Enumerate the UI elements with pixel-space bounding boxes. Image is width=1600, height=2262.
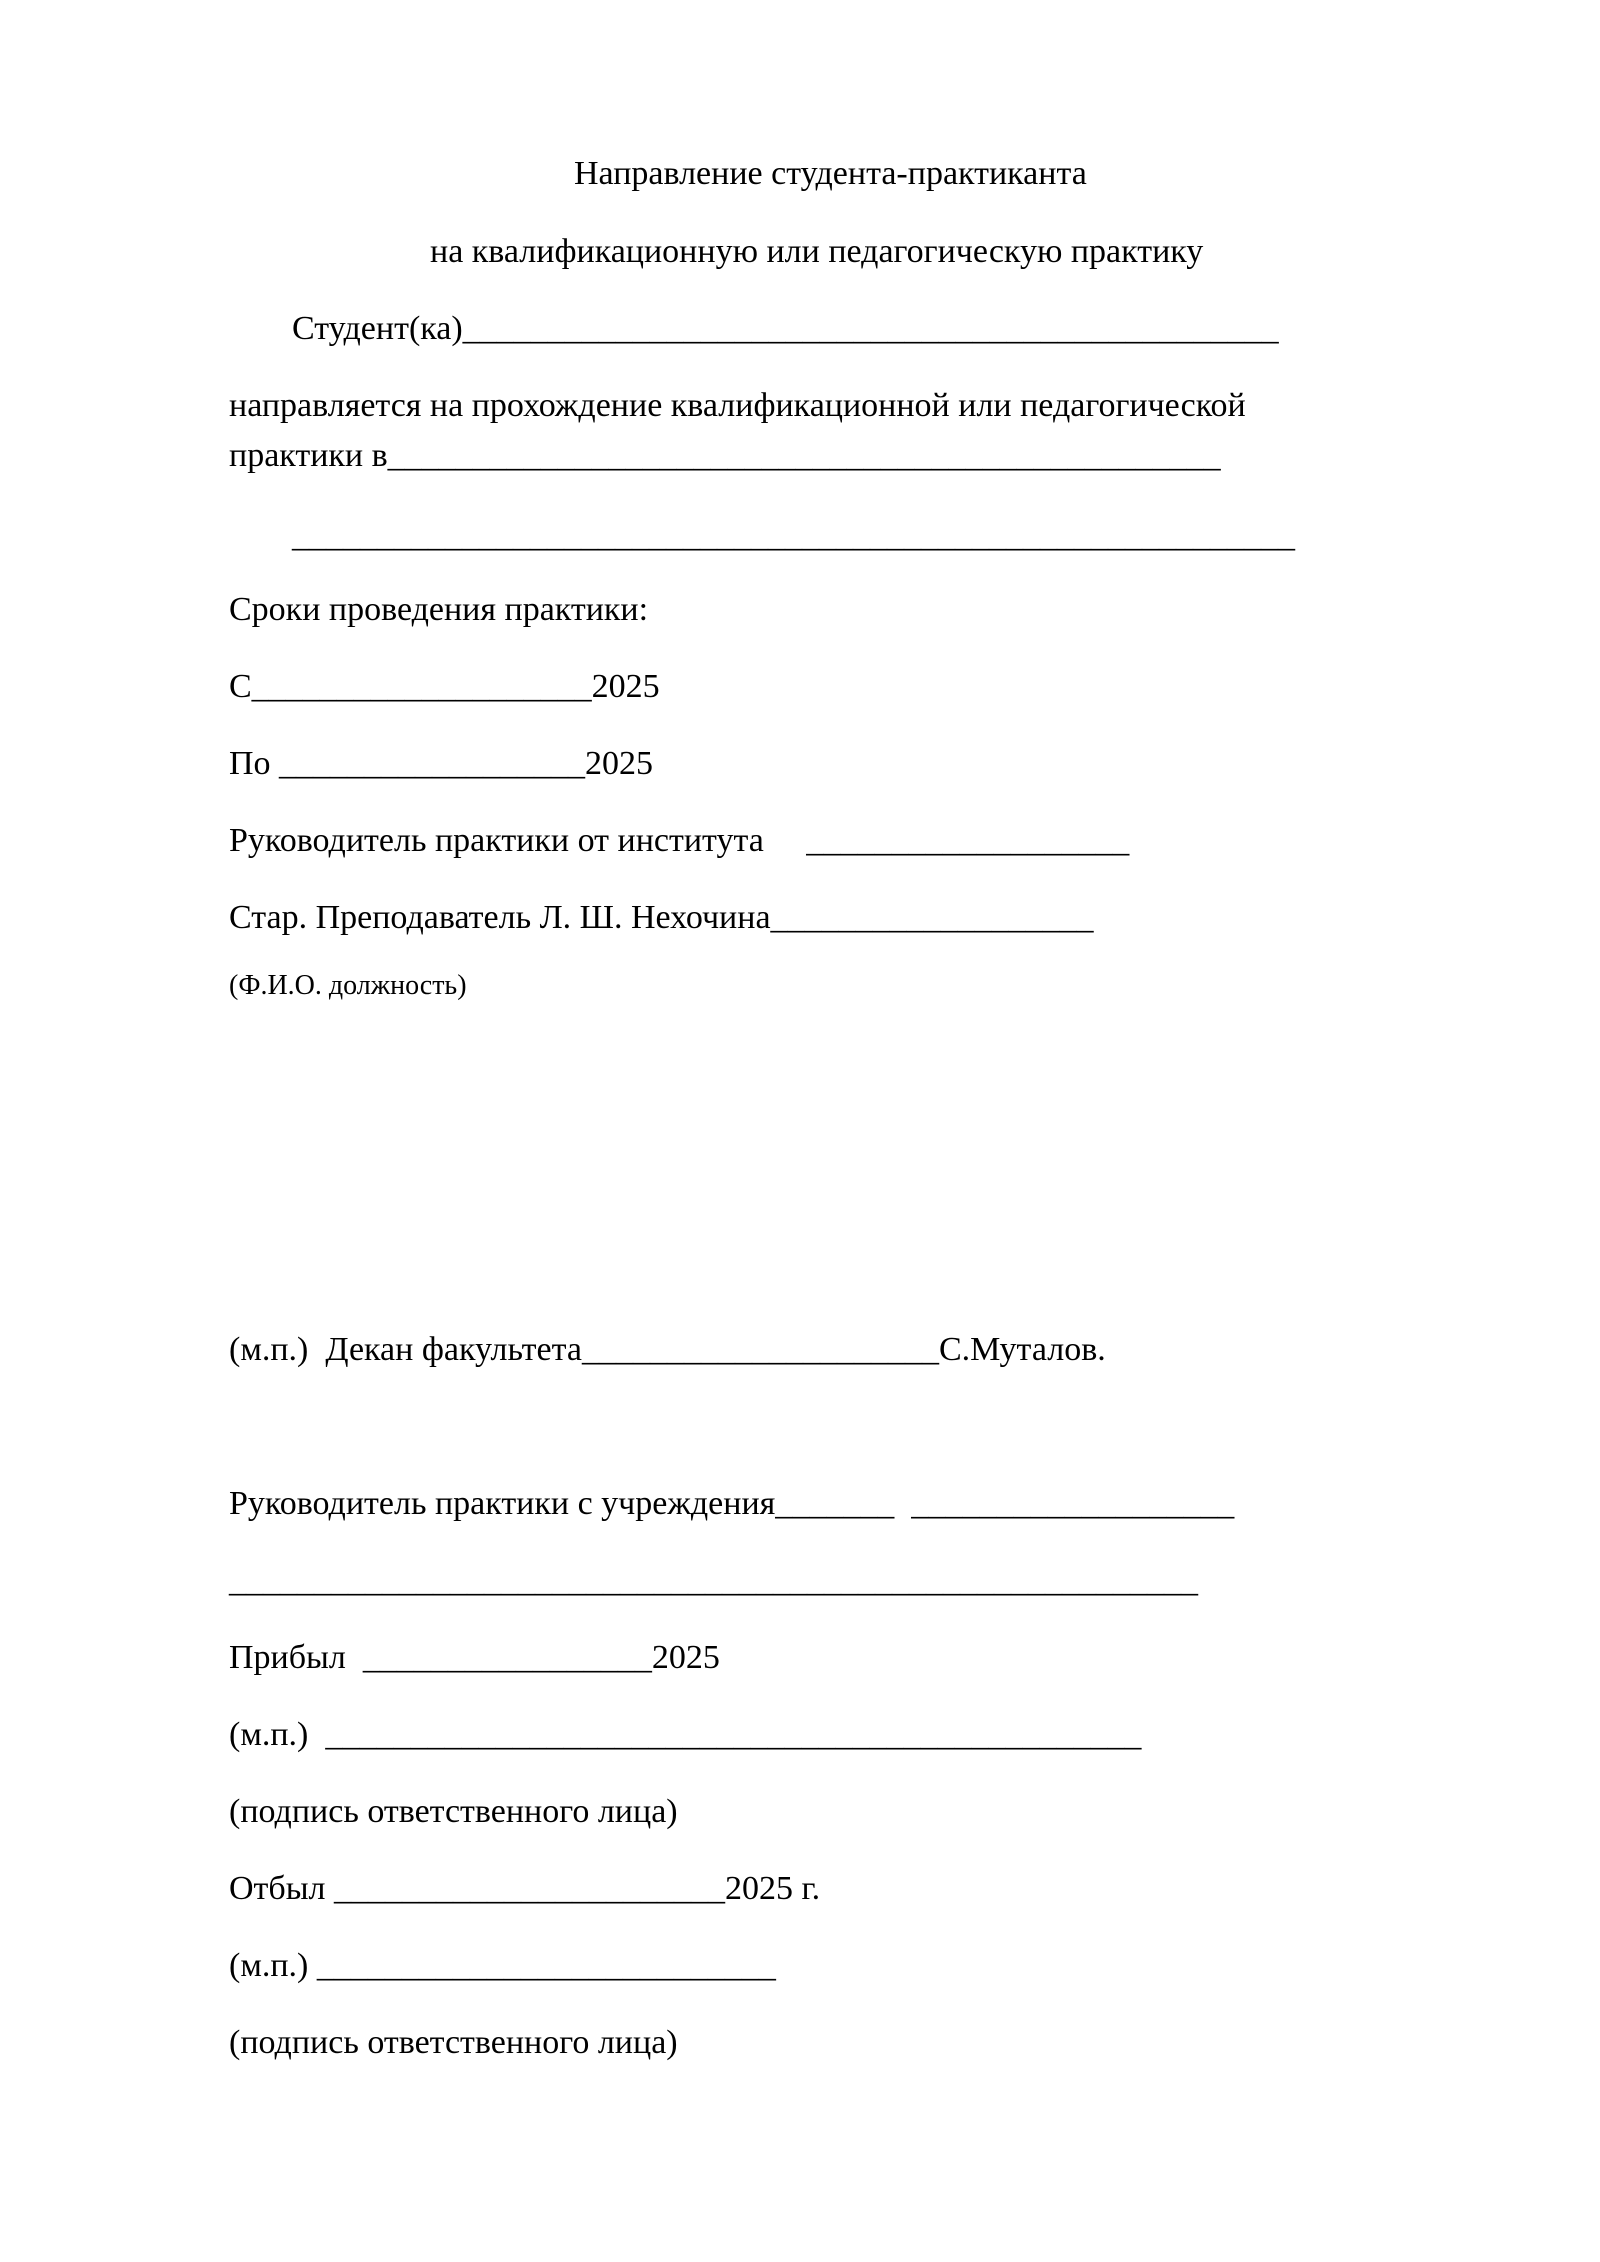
direction-line-1: направляется на прохождение квалификационной или педагогической xyxy=(229,387,1246,424)
to-date-line: По __________________2025 xyxy=(229,745,654,782)
supervisor-institute-line: Руководитель практики от института ___________________ xyxy=(229,822,1130,859)
direction-line-2: практики в_________________________________________________ xyxy=(229,437,1221,474)
signature-caption-1: (подпись ответственного лица) xyxy=(229,1793,678,1830)
title-line-1: Направление студента-практиканта xyxy=(574,155,1087,192)
dean-line: (м.п.) Декан факультета_____________________С.Муталов. xyxy=(229,1331,1106,1368)
from-date-line: С____________________2025 xyxy=(229,668,660,705)
place-line-2: ___________________________________________________________ xyxy=(292,517,1295,554)
period-label: Сроки проведения практики: xyxy=(229,591,649,628)
blank-line: _________________________________________________________ xyxy=(229,1562,1198,1599)
title-line-2: на квалификационную или педагогическую практику xyxy=(430,233,1204,270)
fio-caption: (Ф.И.О. должность) xyxy=(229,970,467,1001)
supervisor-organization-line: Руководитель практики с учреждения_______ ___________________ xyxy=(229,1485,1235,1522)
stamp-line-1: (м.п.) ________________________________________________ xyxy=(229,1716,1142,1753)
supervisor-name-line: Стар. Преподаватель Л. Ш. Нехочина___________________ xyxy=(229,899,1094,936)
student-line: Студент(ка)________________________________________________ xyxy=(292,310,1279,347)
signature-caption-2: (подпись ответственного лица) xyxy=(229,2024,678,2061)
stamp-line-2: (м.п.) ___________________________ xyxy=(229,1947,776,1984)
arrived-line: Прибыл _________________2025 xyxy=(229,1639,720,1676)
departed-line: Отбыл _______________________2025 г. xyxy=(229,1870,821,1907)
